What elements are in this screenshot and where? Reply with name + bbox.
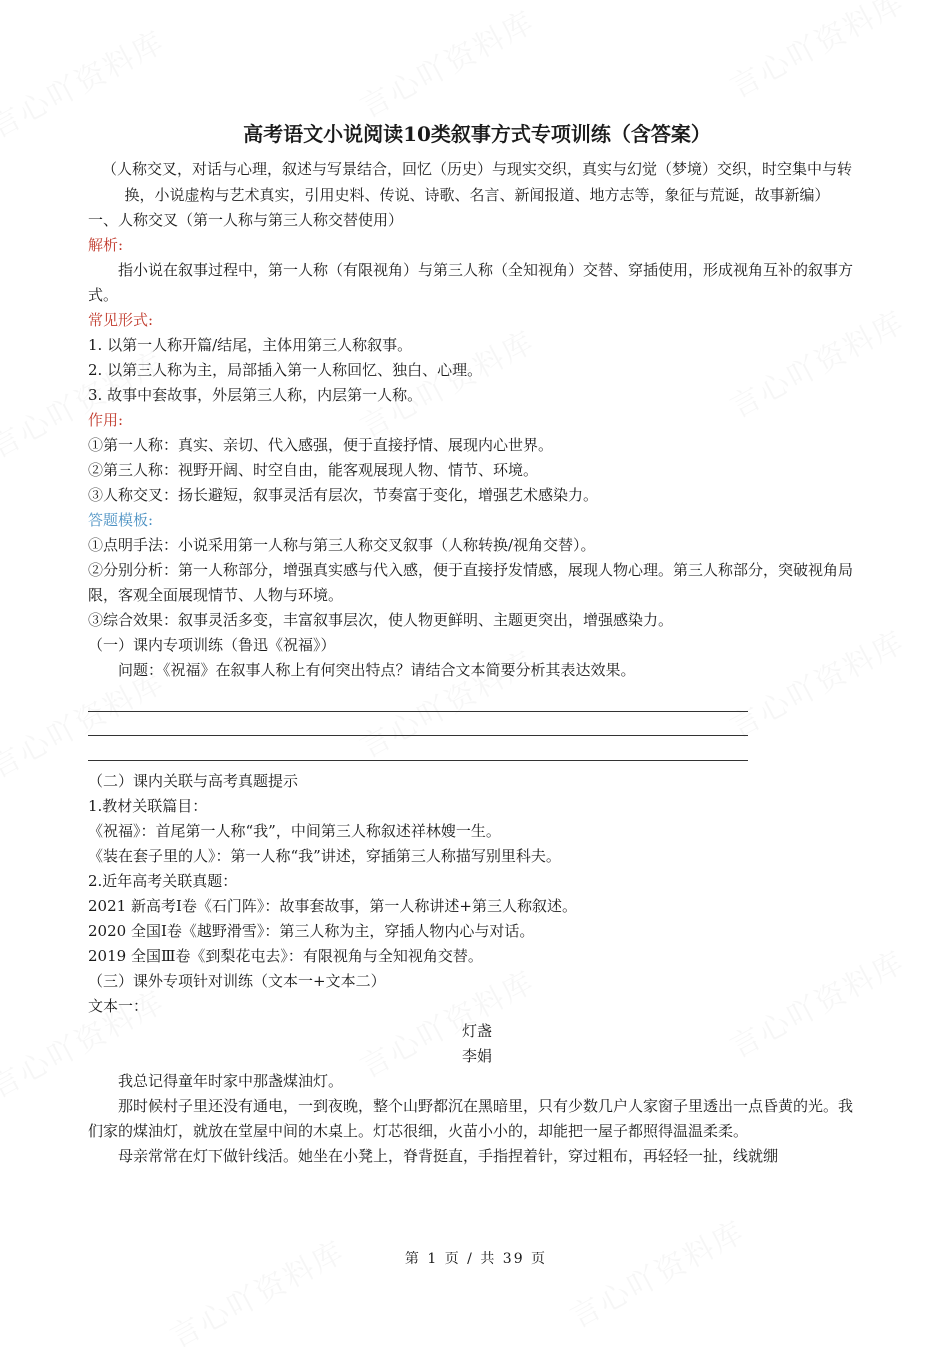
story-paragraph: 那时候村子里还没有通电，一到夜晚，整个山野都沉在黑暗里，只有少数几户人家窗子里透出一点昏黄的光。我们家的煤油灯，就放在堂屋中间的木桌上。灯芯很细，火苗小小的，却能把一屋子都照得温温柔柔。 [88,1096,854,1140]
document-subtitle: （人称交叉，对话与心理，叙述与写景结合，回忆（历史）与现实交织，真实与幻觉（梦境）交织，时空集中与转换，小说虚构与艺术真实，引用史料、传说、诗歌、名言、新闻报道、地方志等，象征与荒诞，故事新编） [101,160,852,204]
list-item: 《祝福》：首尾第一人称“我”，中间第三人称叙述祥林嫂一生。 [88,821,501,840]
form-item: 3. 故事中套故事，外层第三人称，内层第一人称。 [88,386,423,404]
answer-area[interactable] [88,687,866,761]
subsection-heading: （二）课内关联与高考真题提示 [88,771,299,790]
template-item: ①点明手法：小说采用第一人称与第三人称交叉叙事（人称转换/视角交替）。 [88,536,596,554]
subsection-heading: （一）课内专项训练（鲁迅《祝福》） [88,636,336,654]
list-item: 2020 全国Ⅰ卷《越野滑雪》：第三人称为主，穿插人物内心与对话。 [88,921,535,940]
list-item: 2019 全国Ⅲ卷《到梨花屯去》：有限视角与全知视角交替。 [88,946,483,965]
story-title: 灯盏 [461,1021,492,1040]
question-text: 问题：《祝福》在叙事人称上有何突出特点？请结合文本简要分析其表达效果。 [118,661,636,679]
template-item: ②分别分析：第一人称部分，增强真实感与代入感，便于直接抒发情感，展现人物心理。第三人称部分，突破视角局限，客观全面展现情节、人物与环境。 [88,561,854,604]
list-label: 1.教材关联篇目： [88,796,208,815]
list-label: 2.近年高考关联真题： [88,871,238,890]
forms-label: 常见形式: [88,311,154,329]
list-item: 2021 新高考Ⅰ卷《石门阵》：故事套故事，第一人称讲述+第三人称叙述。 [88,896,577,915]
watermark-text [721,0,911,106]
analysis-text: 指小说在叙事过程中，第一人称（有限视角）与第三人称（全知视角）交替、穿插使用，形成视角互补的叙事方式。 [88,261,854,304]
form-item: 2. 以第三人称为主，局部插入第一人称回忆、独白、心理。 [88,361,483,379]
story-paragraph: 我总记得童年时家中那盏煤油灯。 [118,1071,344,1090]
answer-line[interactable] [88,712,748,737]
effect-label: 作用: [88,411,124,429]
effect-item: ②第三人称：视野开阔、时空自由，能客观展现人物、情节、环境。 [88,461,539,479]
story-paragraph: 母亲常常在灯下做针线活。她坐在小凳上，脊背挺直，手指捏着针，穿过粗布，再轻轻一扯，线就绷 [118,1146,779,1165]
story-author: 李娟 [461,1046,492,1065]
text-label: 文本一： [88,996,149,1015]
section-heading: 一、人称交叉（第一人称与第三人称交替使用） [88,211,404,229]
watermark-text [561,1208,751,1337]
answer-line[interactable] [88,687,748,712]
answer-line[interactable] [88,736,748,761]
analysis-label: 解析: [88,236,124,254]
document-page [88,118,866,1169]
page-footer: 第 1 页 / 共 39 页 [404,1251,548,1267]
watermark-text [161,1228,351,1347]
watermark-text [351,0,541,126]
subsection-heading: （三）课外专项针对训练（文本一+文本二） [88,971,386,990]
template-item: ③综合效果：叙事灵活多变，丰富叙事层次，使人物更鲜明、主题更突出，增强感染力。 [88,611,674,629]
effect-item: ①第一人称：真实、亲切、代入感强，便于直接抒情、展现内心世界。 [88,436,554,454]
form-item: 1. 以第一人称开篇/结尾，主体用第三人称叙事。 [88,336,413,354]
effect-item: ③人称交叉：扬长避短，叙事灵活有层次，节奏富于变化，增强艺术感染力。 [88,486,599,504]
list-item: 《装在套子里的人》：第一人称“我”讲述，穿插第三人称描写别里科夫。 [88,846,561,865]
document-title: 高考语文小说阅读10类叙事方式专项训练（含答案） [243,122,711,146]
template-label: 答题模板: [88,511,154,529]
